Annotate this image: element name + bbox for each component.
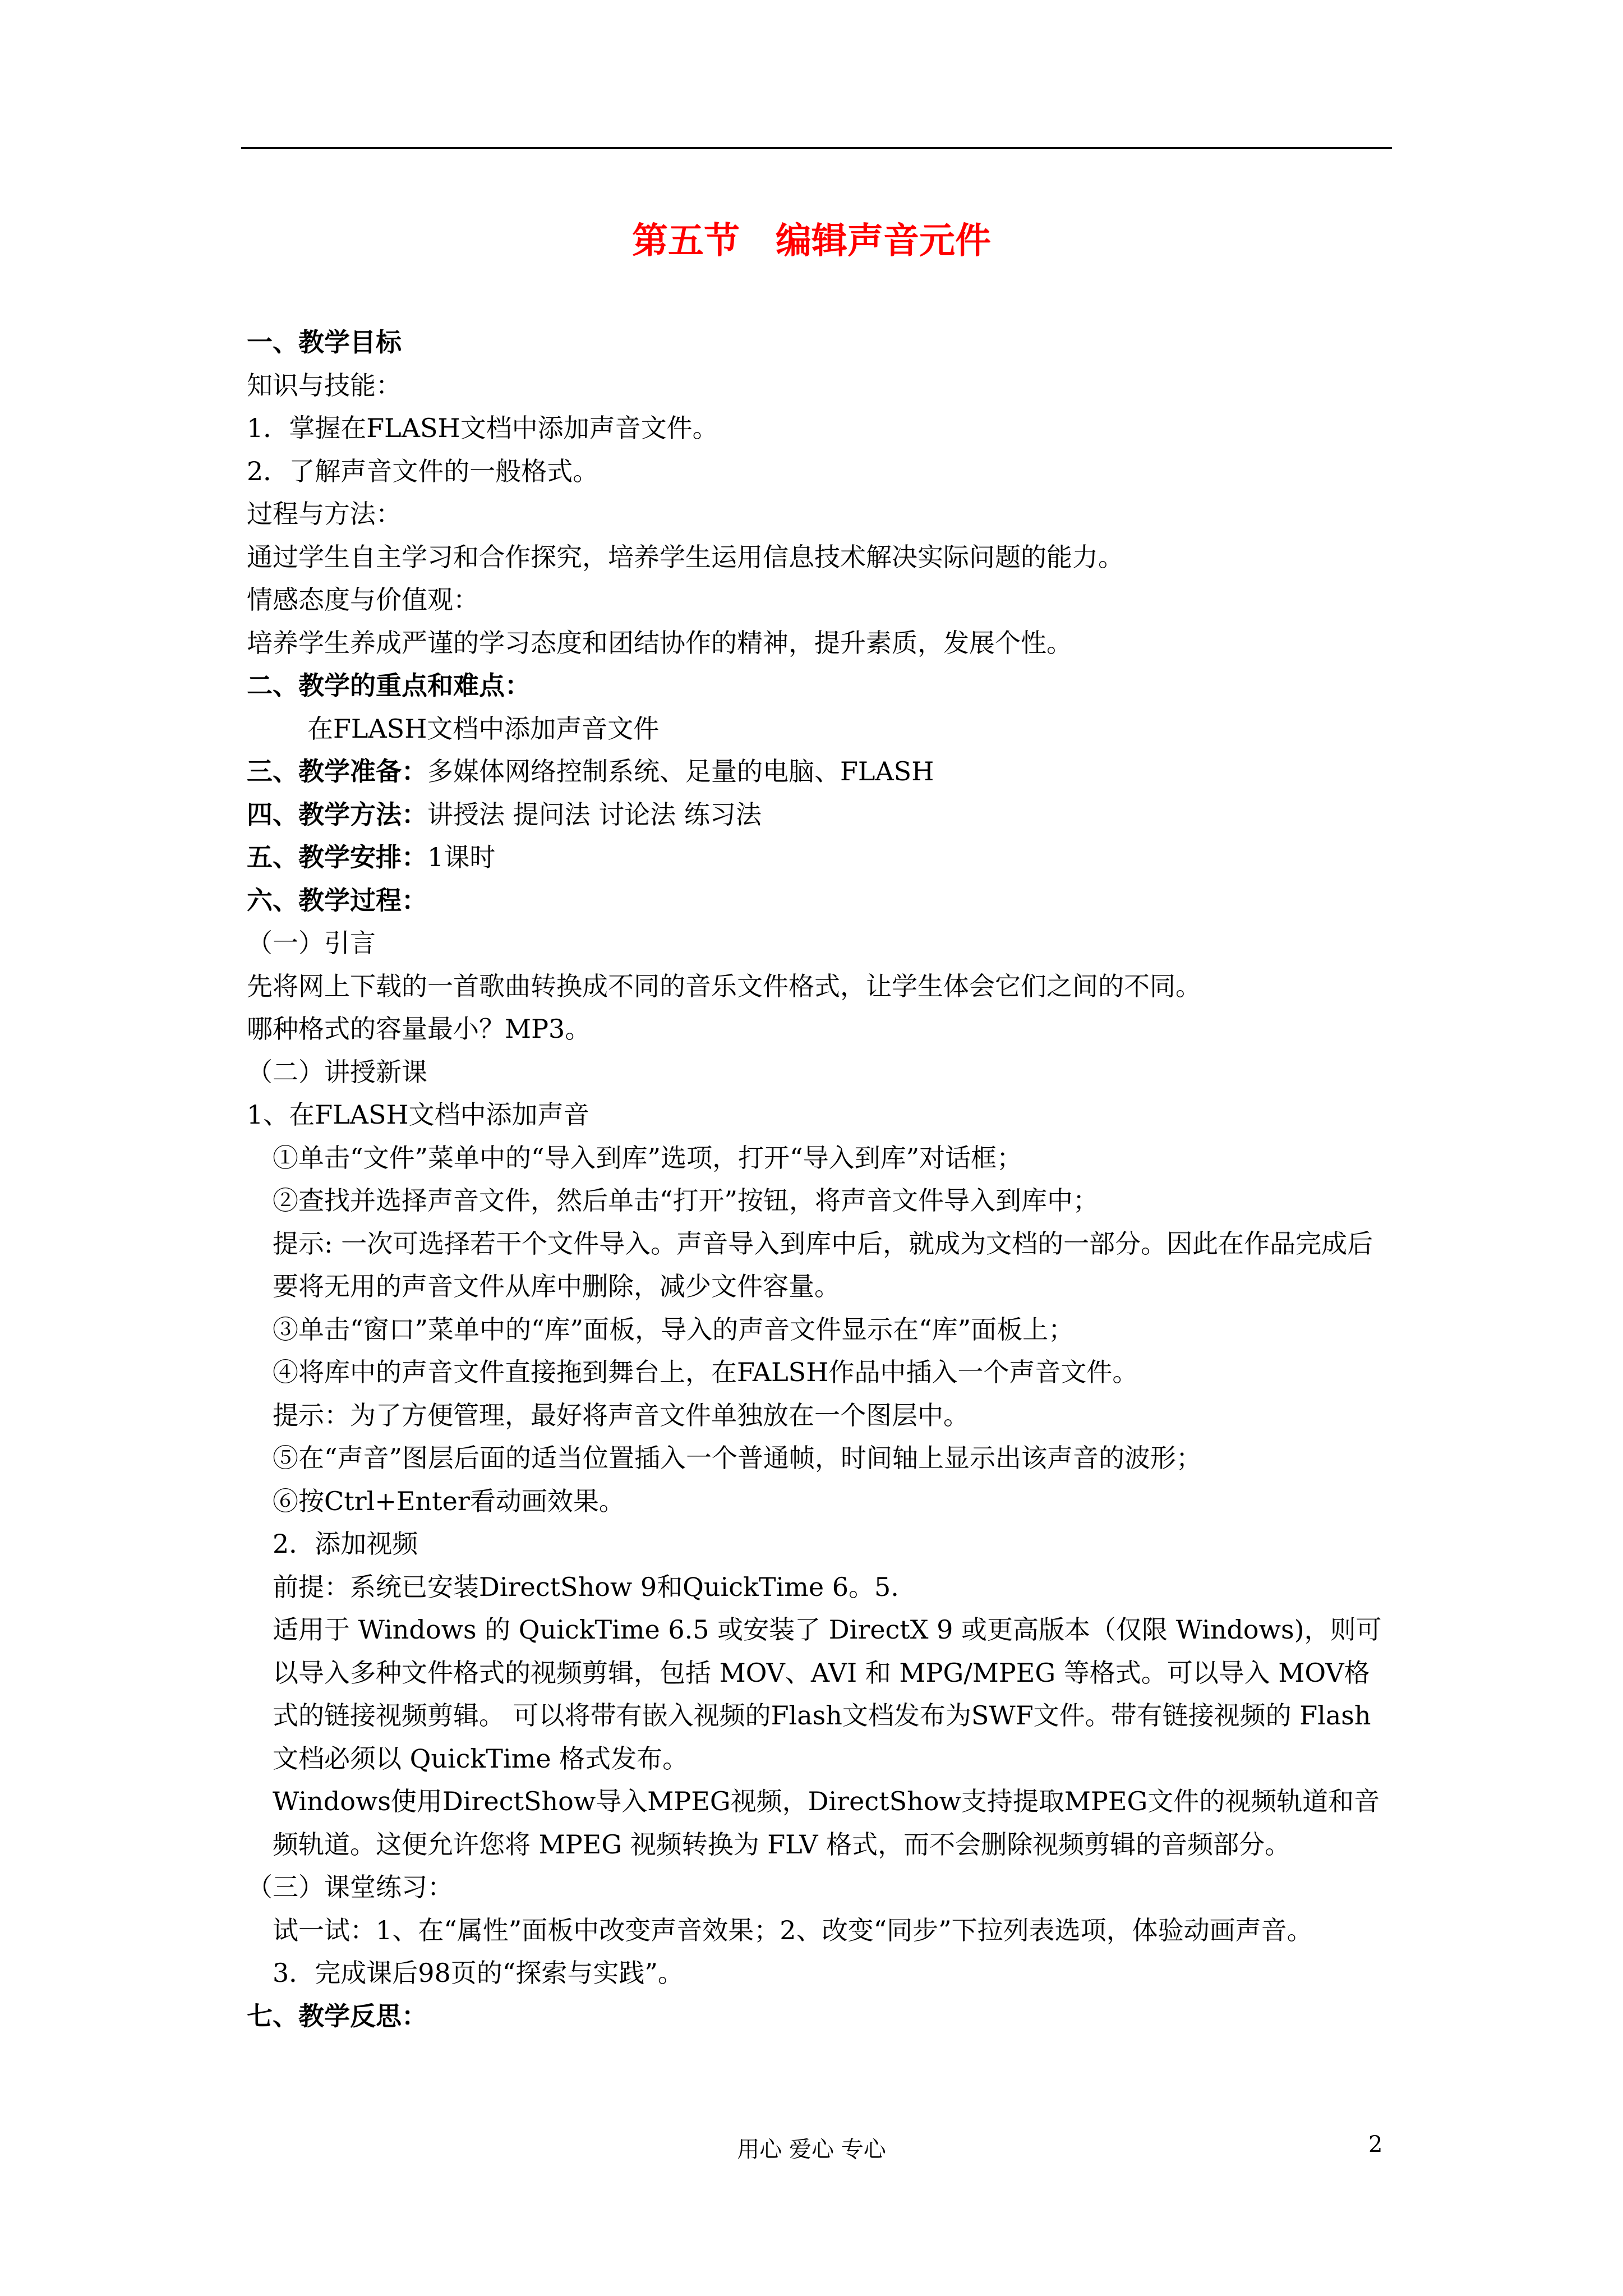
section-value: 1课时 [427,842,496,872]
text-line: ①单击“文件”菜单中的“导入到库”选项，打开“导入到库”对话框； [273,1142,1023,1173]
section-heading: 一、教学目标 [247,327,402,357]
text-line: 培养学生养成严谨的学习态度和团结协作的精神，提升素质，发展个性。 [247,627,1072,658]
text-line: 哪种格式的容量最小？MP3。 [247,1014,591,1044]
page-number: 2 [1368,2132,1383,2157]
section-label: 五、教学安排： [247,842,427,872]
section-label: 四、教学方法： [247,799,427,830]
text-line: 知识与技能： [247,370,402,401]
text-line: Windows使用DirectShow导入MPEG视频，DirectShow支持提取MPEG文件的视频轨道和音频轨道。这便允许您将 MPEG 视频转换为 FLV 格式，而不会删除视频剪辑的音频部分。 [273,1786,1380,1860]
section-value: 多媒体网络控制系统、足量的电脑、FLASH [427,756,934,786]
text-line: 提示: 一次可选择若干个文件导入。声音导入到库中后，就成为文档的一部分。因此在作品完成后要将无用的声音文件从库中删除，减少文件容量。 [273,1228,1373,1301]
section-value: 讲授法 提问法 讨论法 练习法 [427,799,762,830]
text-line: 1．掌握在FLASH文档中添加声音文件。 [247,413,718,443]
text-line: 3．完成课后98页的“探索与实践”。 [273,1958,684,1988]
text-line: （三）课堂练习： [247,1872,453,1902]
section-heading: 七、教学反思： [247,2000,427,2031]
text-line: ⑥按Ctrl+Enter看动画效果。 [273,1485,625,1516]
text-line: 通过学生自主学习和合作探究，培养学生运用信息技术解决实际问题的能力。 [247,541,1124,572]
section-heading: 二、教学的重点和难点： [247,670,531,701]
text-line: ④将库中的声音文件直接拖到舞台上，在FALSH作品中插入一个声音文件。 [273,1357,1138,1387]
page-title: 第五节 编辑声音元件 [632,220,991,262]
section-label: 三、教学准备： [247,756,427,786]
text-line: 情感态度与价值观： [247,585,479,615]
text-line: （一）引言 [247,928,376,958]
document-body [247,321,1391,2037]
text-line [247,836,1391,879]
text-line: 在FLASH文档中添加声音文件 [307,713,660,744]
text-line: 试一试：1、在“属性”面板中改变声音效果；2、改变“同步”下拉列表选项，体验动画声音。 [273,1915,1313,1945]
text-line: 1、在FLASH文档中添加声音 [247,1099,589,1130]
text-line: 适用于 Windows 的 QuickTime 6.5 或安装了 DirectX 9 或更高版本（仅限 Windows)，则可以导入多种文件格式的视频剪辑，包括 MOV、AVI 和 MPG/MPEG 等格式。可以导入 MOV格式的链接视频剪辑。 可以将带有嵌入视频的Flash文档发布为SWF文件。带有链接视频的 Flash 文档必须以 QuickTime 格式发布。 [273,1614,1382,1774]
text-line: ②查找并选择声音文件，然后单击“打开”按钮，将声音文件导入到库中； [273,1185,1099,1216]
header-rule [241,147,1392,149]
text-line: （二）讲授新课 [247,1056,427,1087]
text-line: 2．了解声音文件的一般格式。 [247,455,599,486]
text-line: 先将网上下载的一首歌曲转换成不同的音乐文件格式，让学生体会它们之间的不同。 [247,970,1201,1001]
text-line: ③单击“窗口”菜单中的“库”面板，导入的声音文件显示在“库”面板上； [273,1314,1075,1345]
text-line: 过程与方法： [247,499,402,529]
text-line: 前提：系统已安装DirectShow 9和QuickTime 6。5. [273,1571,899,1602]
text-line: 提示：为了方便管理，最好将声音文件单独放在一个图层中。 [273,1400,969,1430]
text-line: ⑤在“声音”图层后面的适当位置插入一个普通帧，时间轴上显示出该声音的波形； [273,1443,1202,1473]
footer-motto: 用心 爱心 专心 [737,2137,886,2162]
section-heading: 六、教学过程： [247,885,427,915]
text-line [247,750,1391,793]
text-line: 2．添加视频 [273,1529,418,1559]
text-line [247,793,1391,836]
